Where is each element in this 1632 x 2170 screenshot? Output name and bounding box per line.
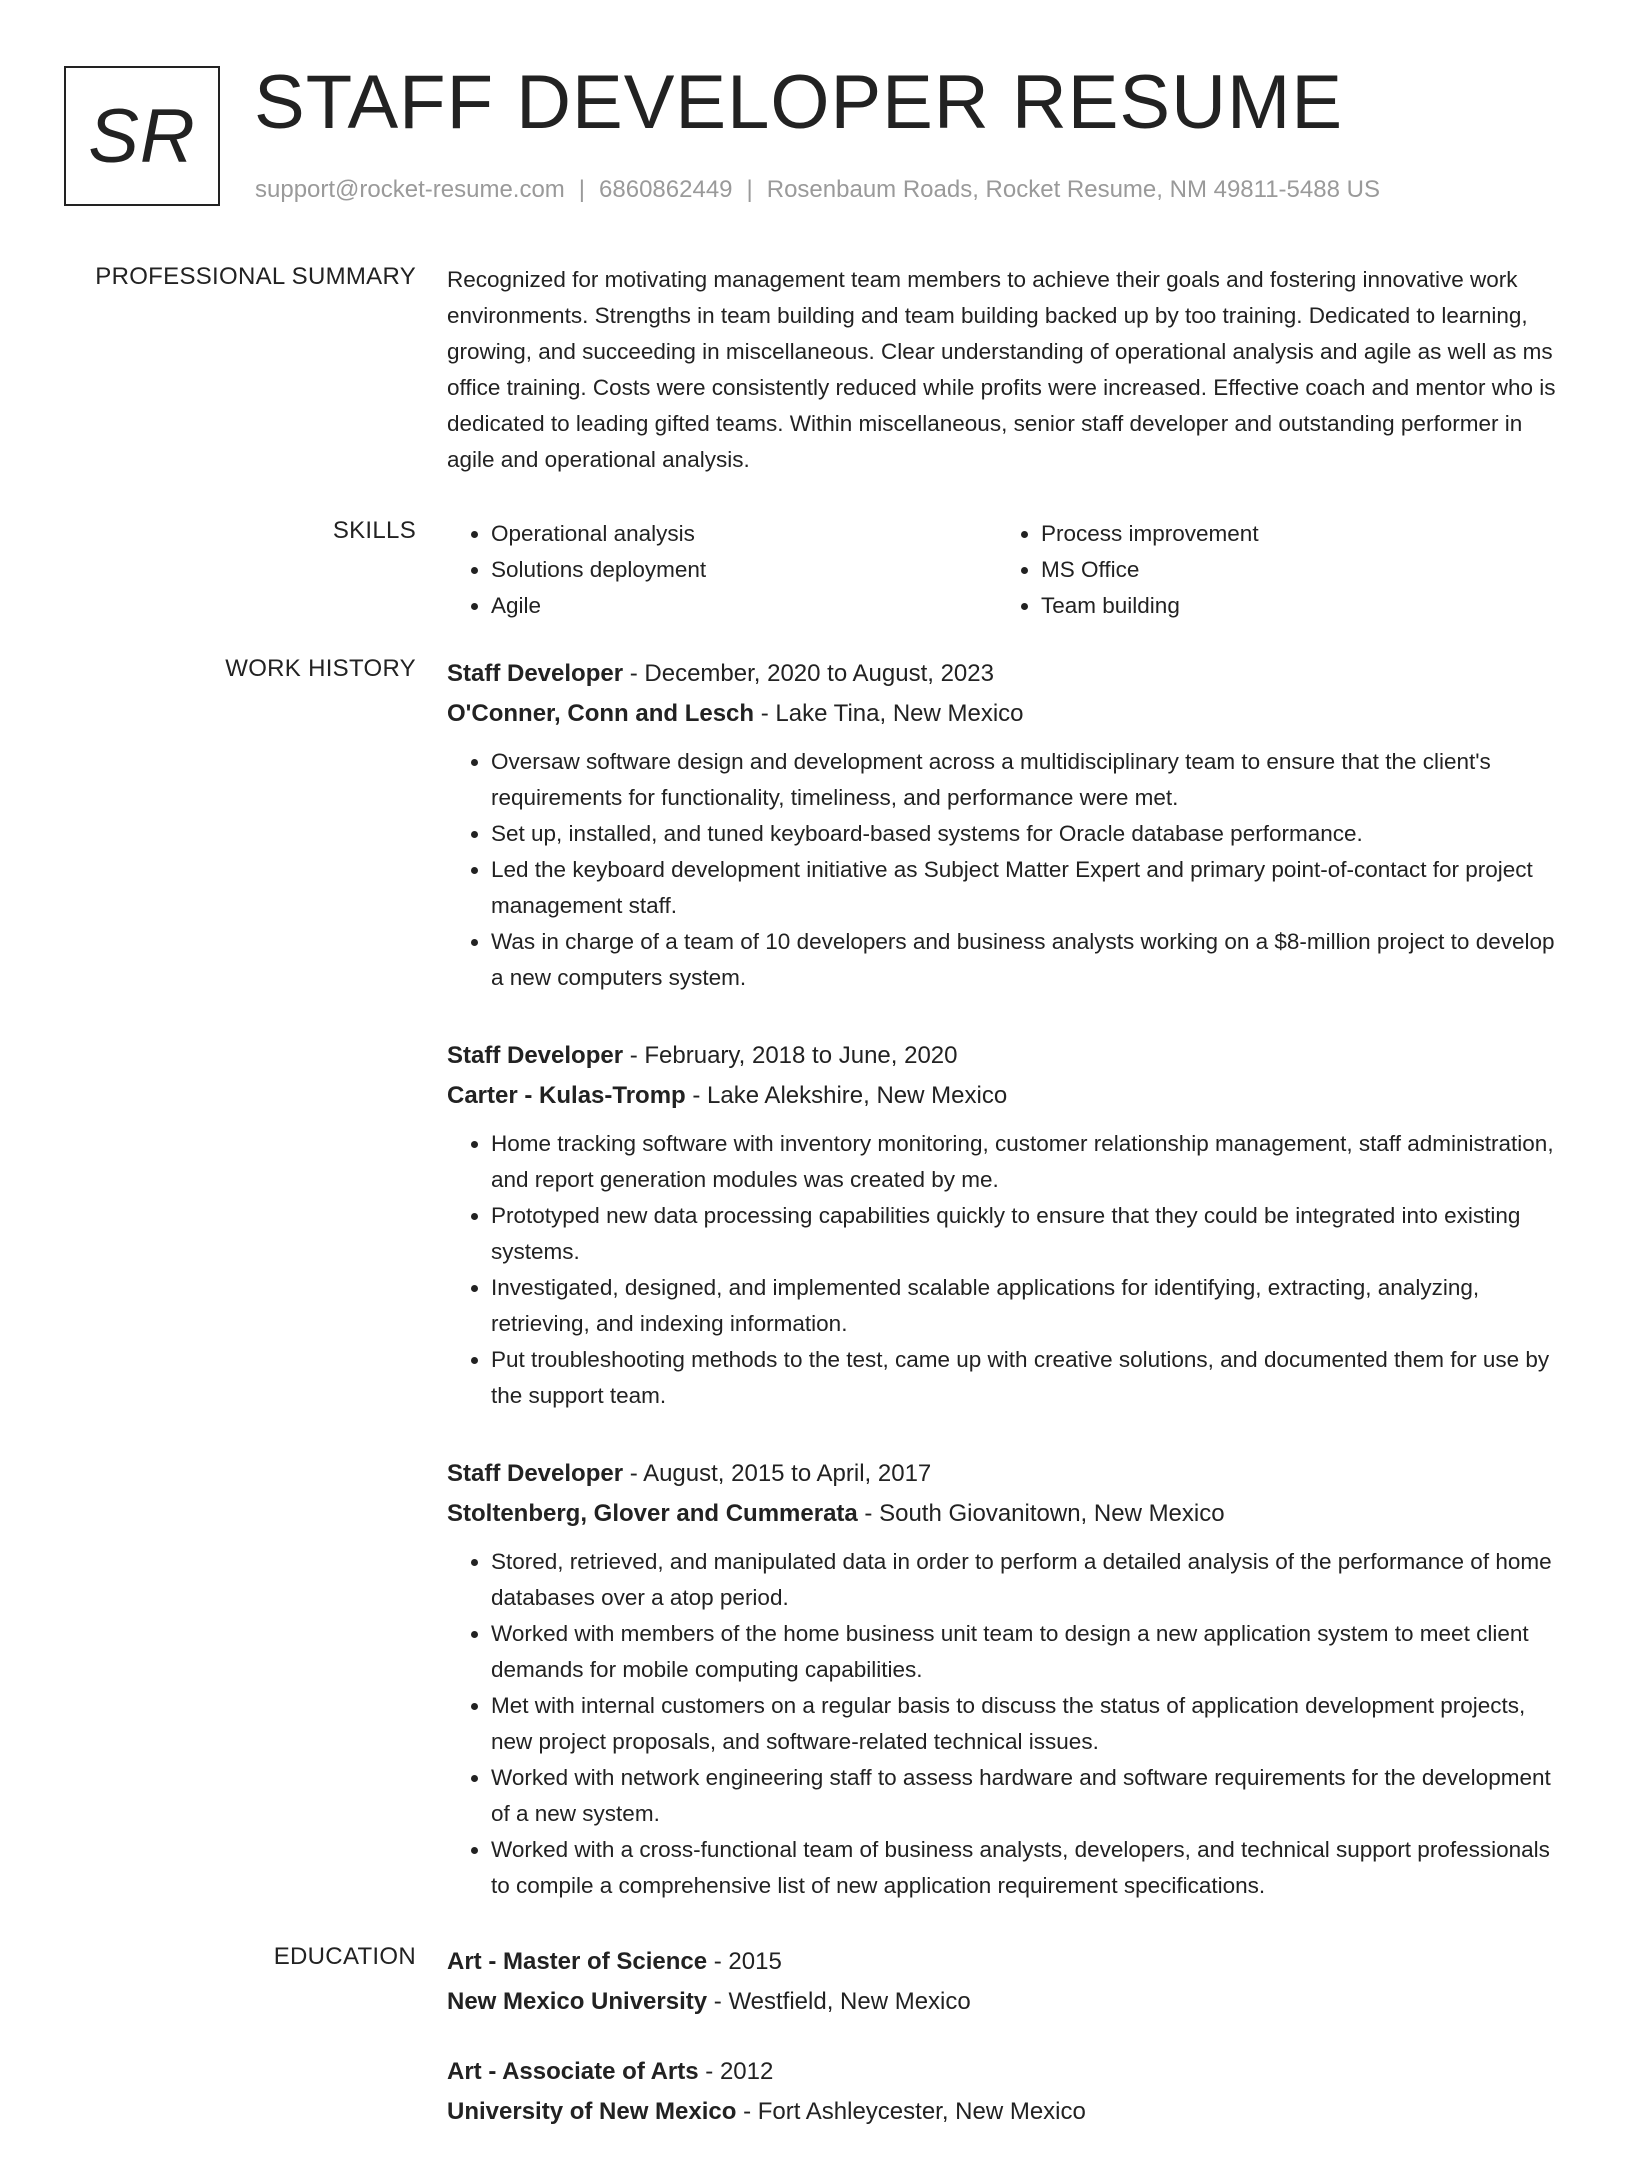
skill-item: • Process improvement bbox=[1041, 516, 1547, 552]
job-location: - Lake Tina, New Mexico bbox=[754, 700, 1024, 727]
education-year: - 2015 bbox=[707, 1948, 782, 1975]
resume-body bbox=[0, 262, 1632, 2170]
job-company: Stoltenberg, Glover and Cummerata bbox=[447, 1500, 858, 1527]
job-title: Staff Developer bbox=[447, 660, 624, 687]
job-location: - Lake Alekshire, New Mexico bbox=[685, 1082, 1008, 1109]
job-bullets bbox=[447, 1126, 1567, 1414]
job-bullet: • Worked with a cross-functional team of business analysts, developers, and technical support professionals to compile a comprehensive list of new application requirement specifications. bbox=[491, 1832, 1567, 1904]
job-title-line bbox=[447, 1454, 1567, 1494]
section-label-work: WORK HISTORY bbox=[225, 655, 416, 682]
skills-section bbox=[0, 516, 1632, 624]
job-bullet: • Worked with network engineering staff to assess hardware and software requirements for the development of a new system. bbox=[491, 1760, 1567, 1832]
skills-list-right bbox=[997, 516, 1547, 624]
job-bullet: • Put troubleshooting methods to the test, came up with creative solutions, and documented them for use by the support team. bbox=[491, 1342, 1567, 1414]
job-bullet: • Home tracking software with inventory monitoring, customer relationship management, staff administration, and report generation modules was created by me. bbox=[491, 1126, 1567, 1198]
job-title-line bbox=[447, 654, 1567, 694]
education-location: - Fort Ashleycester, New Mexico bbox=[736, 2098, 1086, 2125]
section-label-skills: SKILLS bbox=[332, 517, 416, 544]
job-company: Carter - Kulas-Tromp bbox=[447, 1082, 686, 1109]
job-company-line bbox=[447, 694, 1567, 734]
education-degree: Art - Associate of Arts bbox=[447, 2058, 699, 2085]
job-bullet: • Prototyped new data processing capabilities quickly to ensure that they could be integrated into existing systems. bbox=[491, 1198, 1567, 1270]
work-history-section bbox=[0, 654, 1632, 1904]
education-location: - Westfield, New Mexico bbox=[707, 1988, 971, 2015]
job-bullet: • Led the keyboard development initiative as Subject Matter Expert and primary point-of-contact for project management staff. bbox=[491, 852, 1567, 924]
contact-separator: | bbox=[578, 176, 586, 203]
job-company-line bbox=[447, 1494, 1567, 1534]
job-bullets bbox=[447, 744, 1567, 996]
education-school-line bbox=[447, 1982, 1567, 2022]
job-bullet: • Worked with members of the home business unit team to design a new application system to meet client demands for mobile computing capabilities. bbox=[491, 1616, 1567, 1688]
contact-separator: | bbox=[746, 176, 753, 203]
section-label-education: EDUCATION bbox=[273, 1943, 416, 1970]
skill-item: • Solutions deployment bbox=[491, 552, 997, 588]
job-bullet: • Set up, installed, and tuned keyboard-based systems for Oracle database performance. bbox=[491, 816, 1567, 852]
job-bullet: • Met with internal customers on a regular basis to discuss the status of application development projects, new project proposals, and software-related technical issues. bbox=[491, 1688, 1567, 1760]
education-degree-line bbox=[447, 2052, 1567, 2092]
job-company: O'Conner, Conn and Lesch bbox=[447, 700, 755, 727]
contact-line bbox=[255, 174, 1380, 206]
monogram-initials: SR bbox=[88, 93, 196, 179]
job-dates: - February, 2018 to June, 2020 bbox=[623, 1042, 958, 1069]
job-bullet: • Investigated, designed, and implemented scalable applications for identifying, extracting, analyzing, retrieving, and indexing information. bbox=[491, 1270, 1567, 1342]
section-label-summary: PROFESSIONAL SUMMARY bbox=[95, 263, 416, 290]
job-location: - South Giovanitown, New Mexico bbox=[857, 1500, 1225, 1527]
contact-phone[interactable]: 6860862449 bbox=[599, 176, 733, 203]
job-dates: - December, 2020 to August, 2023 bbox=[623, 660, 994, 687]
contact-address: Rosenbaum Roads, Rocket Resume, NM 49811-5488 US bbox=[766, 176, 1380, 203]
education-school: New Mexico University bbox=[447, 1988, 708, 2015]
job-entry bbox=[447, 1454, 1567, 1904]
job-title-line bbox=[447, 1036, 1567, 1076]
monogram bbox=[64, 66, 220, 206]
job-bullets bbox=[447, 1544, 1567, 1904]
education-section bbox=[0, 1942, 1632, 2132]
education-degree-line bbox=[447, 1942, 1567, 1982]
skill-item: • MS Office bbox=[1041, 552, 1547, 588]
education-degree: Art - Master of Science bbox=[447, 1948, 708, 1975]
education-entry bbox=[447, 2052, 1567, 2132]
job-bullet: • Was in charge of a team of 10 developers and business analysts working on a $8-million project to develop a new computers system. bbox=[491, 924, 1567, 996]
job-title: Staff Developer bbox=[447, 1042, 624, 1069]
skills-list-left bbox=[447, 516, 997, 624]
job-entry bbox=[447, 654, 1567, 996]
job-entry bbox=[447, 1036, 1567, 1414]
education-year: - 2012 bbox=[698, 2058, 774, 2085]
skill-item: • Agile bbox=[491, 588, 997, 624]
summary-text: Recognized for motivating management team members to achieve their goals and fostering innovative work environments. Strengths in team building and team building backed up by too training. Dedicated to learning, growing, and succeeding in miscellaneous. Clear understanding of operational analysis and agile as well as ms office training. Costs were consistently reduced while profits were increased. Effective coach and mentor who is dedicated to leading gifted teams. Within miscellaneous, senior staff developer and outstanding performer in agile and operational analysis. bbox=[447, 267, 1556, 472]
skill-item: • Operational analysis bbox=[491, 516, 997, 552]
contact-email[interactable]: support@rocket-resume.com bbox=[255, 176, 565, 203]
job-title: Staff Developer bbox=[447, 1460, 624, 1487]
job-dates: - August, 2015 to April, 2017 bbox=[623, 1460, 932, 1487]
education-entry bbox=[447, 1942, 1567, 2022]
job-bullet: • Oversaw software design and development across a multidisciplinary team to ensure that the client's requirements for functionality, timeliness, and performance were met. bbox=[491, 744, 1567, 816]
education-school: University of New Mexico bbox=[447, 2098, 737, 2125]
job-bullet: • Stored, retrieved, and manipulated data in order to perform a detailed analysis of the performance of home databases over a atop period. bbox=[491, 1544, 1567, 1616]
education-school-line bbox=[447, 2092, 1567, 2132]
skill-item: • Team building bbox=[1041, 588, 1547, 624]
summary-section bbox=[0, 262, 1632, 478]
job-company-line bbox=[447, 1076, 1567, 1116]
resume-title: STAFF DEVELOPER RESUME bbox=[254, 60, 1344, 145]
